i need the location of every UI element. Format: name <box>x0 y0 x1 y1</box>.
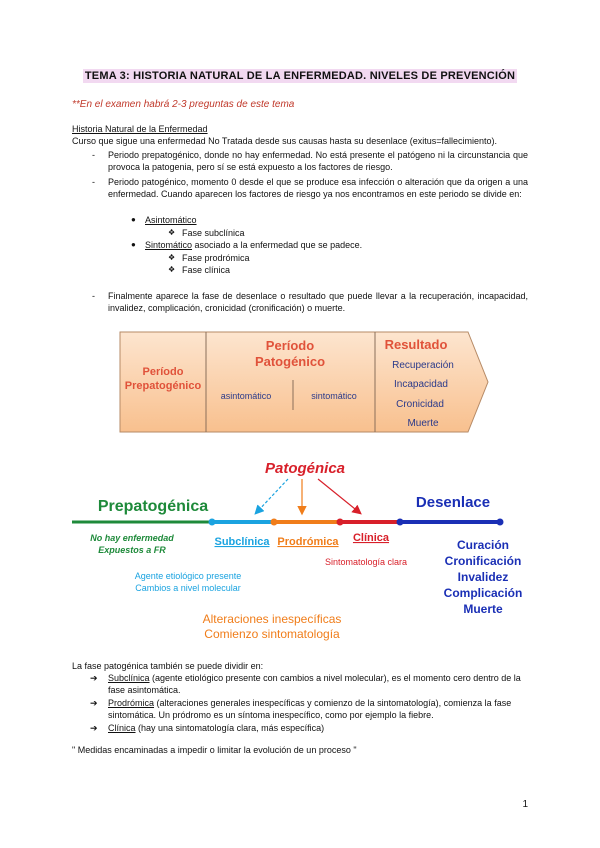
outcome-incapacidad: Incapacidad <box>394 379 448 390</box>
label-prepatogenica: Prepatogénica <box>97 498 209 515</box>
arrow-to-clinica <box>318 479 360 513</box>
label-expuestos-fr: Expuestos a FR <box>98 545 166 555</box>
outcome-recuperacion: Recuperación <box>392 360 454 371</box>
arrow-to-subclinica <box>256 479 288 513</box>
intro-text: Curso que sigue una enfermedad No Tratada desde sus causas hasta su desenlace (exitus=fallecimiento). <box>72 136 497 146</box>
page-title: TEMA 3: HISTORIA NATURAL DE LA ENFERMEDAD. NIVELES DE PREVENCIÓN <box>84 70 516 82</box>
label-patogenica: Patogénica <box>264 460 346 477</box>
timeline-node-5 <box>497 519 504 526</box>
timeline-node-1 <box>209 519 216 526</box>
list-item-sintomatico: ● Sintomático asociado a la enfermedad que se padece. <box>131 240 363 250</box>
label-alteraciones: Alteraciones inespecíficas <box>202 612 342 626</box>
label-comienzo-sintomatologia: Comienzo sintomatología <box>204 627 340 641</box>
period-desenlace: - Finalmente aparece la fase de desenlace o resultado que puede llevar a la recuperación, incapacidad, invalidez, complicación, cronicidad (cronificación) o muerte. <box>92 291 528 313</box>
label-periodo-prepatogenico-2: Prepatogénico <box>124 380 202 392</box>
label-prodromica: Prodrómica <box>277 536 339 548</box>
subdivision-clinica: ➔ Clínica (hay una sintomatología clara, más específica) <box>90 723 325 733</box>
label-periodo-patogenico-2: Patogénico <box>254 354 326 369</box>
label-asintomatico: asintomático <box>220 391 272 401</box>
label-desenlace: Desenlace <box>415 494 491 511</box>
label-subclinica: Subclínica <box>214 536 270 548</box>
label-cambios-molecular: Cambios a nivel molecular <box>135 583 241 593</box>
list-item-fase-prodromica: ❖ Fase prodrómica <box>168 253 250 263</box>
outcome-cronicidad: Cronicidad <box>396 399 444 410</box>
label-periodo-patogenico-1: Período <box>265 338 315 353</box>
label-sintomatico: sintomático <box>311 391 357 401</box>
timeline-node-3 <box>337 519 344 526</box>
subdivision-prodromica: ➔ Prodrómica (alteraciones generales inespecíficas y comienzo de la sintomatología), comienza la fase sintomática. Un pródromo es un síntoma inespecífico, como por ejemplo la fiebre. <box>90 698 512 720</box>
period-prepatogenic: - Periodo prepatogénico, donde no hay enfermedad. No está presente el patógeno ni la circunstancia que provoca la patogenia, pero sí se está expuesto a los factores de riesgo. <box>92 150 528 172</box>
page-number: 1 <box>522 799 528 810</box>
label-clinica: Clínica <box>352 532 390 544</box>
subdivision-intro: La fase patogénica también se puede dividir en: <box>72 661 264 671</box>
outcome-invalidez: Invalidez <box>457 570 509 584</box>
outcome-muerte-2: Muerte <box>463 602 503 616</box>
outcome-curacion: Curación <box>456 538 510 552</box>
section-heading: Historia Natural de la Enfermedad <box>72 124 208 134</box>
label-resultado: Resultado <box>384 337 448 352</box>
timeline-node-4 <box>397 519 404 526</box>
label-periodo-prepatogenico-1: Período <box>142 366 184 378</box>
timeline-diagram <box>60 455 540 650</box>
timeline-node-2 <box>271 519 278 526</box>
list-item-asintomatico: ● Asintomático <box>131 215 197 225</box>
outcome-cronificacion: Cronificación <box>444 554 522 568</box>
label-agente-etiologico: Agente etiológico presente <box>134 571 242 581</box>
outcome-complicacion: Complicación <box>443 586 523 600</box>
label-sintomatologia-clara: Sintomatología clara <box>324 557 408 567</box>
outcome-muerte: Muerte <box>407 418 439 429</box>
list-item-fase-subclinica: ❖ Fase subclínica <box>168 228 245 238</box>
exam-note: **En el examen habrá 2-3 preguntas de este tema <box>72 99 295 110</box>
list-item-fase-clinica: ❖ Fase clínica <box>168 265 231 275</box>
period-patogenic: - Periodo patogénico, momento 0 desde el que se produce esa infección o alteración que da origen a una enfermedad. Cuando aparecen los factores de riesgo ya nos encontramos en este periodo se divide en: <box>92 177 528 199</box>
prevention-quote: " Medidas encaminadas a impedir o limitar la evolución de un proceso " <box>72 745 357 755</box>
periods-diagram <box>118 330 490 434</box>
label-no-enfermedad: No hay enfermedad <box>90 533 174 543</box>
subdivision-subclinica: ➔ Subclínica (agente etiológico presente con cambios a nivel molecular), es el momento cero dentro de la fase asintomática. <box>90 673 521 695</box>
